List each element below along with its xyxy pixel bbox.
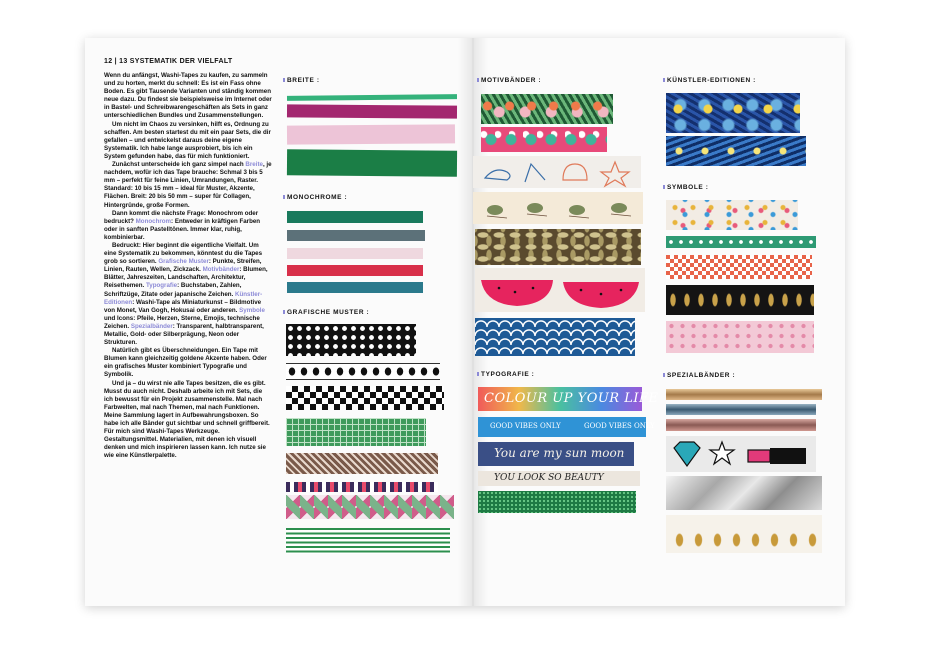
tape-symbol-checks [666, 255, 812, 279]
body-keyword: Grafische Muster [158, 258, 209, 266]
tape-symbol-stars [666, 200, 798, 230]
body-keyword: Spezialbänder [130, 322, 173, 330]
body-text-run: und Icons: Pfeile, Herzen, Sterne, Emojis, technische Zeichen. [104, 314, 260, 330]
tape-breite-2 [287, 104, 457, 118]
label-marker-typografie [477, 372, 479, 376]
tape-pattern-herringbone [286, 453, 438, 474]
tape-breite-3 [287, 124, 455, 144]
label-marker-grafische [283, 310, 285, 314]
body-text-run: : Transparent, halbtransparent, Metallic, Gold- oder Silberprägung, Neon oder Strukturen. [104, 322, 264, 347]
tape-pattern-zigzag [286, 482, 438, 492]
body-text-run: Bedruckt: Hier beginnt die eigentliche Vielfalt. Um eine Systematik zu bekommen, könntest du die Tapes grob so sortieren. [104, 241, 263, 266]
tape-special-copper [666, 419, 816, 431]
body-keyword: Breite [245, 161, 263, 169]
body-text-run: : Buchstaben, Zahlen, Schriftzüge, Zitate oder japanische Zeichen. [104, 282, 242, 298]
tape-symbol-hearts [666, 321, 814, 353]
tape-motiv-tropical [481, 94, 613, 124]
body-paragraph [104, 161, 272, 210]
body-paragraph [104, 347, 272, 379]
tape-motiv-birds [473, 192, 643, 224]
body-paragraph [104, 242, 272, 347]
tape-mono-1 [287, 211, 423, 223]
tape-pattern-checker [286, 386, 444, 410]
tape-pattern-green-stripes [286, 528, 450, 554]
label-monochrome: MONOCHROME : [287, 194, 348, 201]
tape-special-pineapples [666, 515, 822, 553]
tape-pattern-black-dots [286, 363, 440, 380]
tape-pattern-green-grid [286, 418, 426, 446]
tape-typo-sunmoon-text: You are my sun moon [494, 446, 625, 460]
tape-motiv-flamingo [481, 127, 607, 152]
tape-typo-colour-text: COLOUR UP YOUR LIFE [484, 391, 659, 406]
body-text-run: : Washi-Tape als Miniaturkunst – Bildmotive von Monet, Van Gogh, Hokusai oder anderen. [104, 298, 262, 314]
label-breite: BREITE : [287, 77, 320, 84]
page-header: 12 | 13 SYSTEMATIK DER VIELFALT [104, 58, 233, 65]
body-text-run: : Entweder in kräftigen Farben oder in sanften Pastelltönen. Immer klar, ruhig, kombinierbar. [104, 217, 261, 241]
tape-special-bronze [666, 389, 822, 400]
tape-typo-beauty-text: YOU LOOK SO BEAUTY [494, 473, 604, 483]
tape-symbol-gold-leaves [666, 285, 814, 315]
tape-art-starry-night-2 [666, 136, 806, 166]
tape-mono-3 [287, 248, 423, 259]
body-paragraph [104, 121, 272, 161]
body-text-run: : Punkte, Streifen, Linien, Rauten, Wellen, Zickzack. [104, 258, 262, 274]
body-keyword: Motivbänder [202, 266, 240, 274]
body-paragraph [104, 380, 272, 461]
body-paragraph [104, 72, 272, 121]
label-motivbaender: MOTIVBÄNDER : [481, 77, 542, 84]
tape-special-silver [666, 476, 822, 510]
tape-breite-4 [287, 149, 457, 176]
label-grafische-muster: GRAFISCHE MUSTER : [287, 309, 370, 316]
body-text-run: , je nachdem, wofür ich das Tape brauche: Schmal 3 bis 5 mm – perfekt für feine Linien, Umrandungen, Raster. Standard: 10 bis 15 mm – ideal für Muster, Akzente, Flächen. Breit: 20 bis 50 mm – super für Collagen, Hintergründe, große Formen. [104, 161, 272, 209]
tape-motiv-leaves [475, 229, 641, 265]
body-paragraph [104, 210, 272, 242]
body-keyword: Symbole [239, 306, 265, 314]
label-marker-kuenstler [663, 78, 665, 82]
body-text-run: Um nicht im Chaos zu versinken, hilft es, Ordnung zu schaffen. Am besten startest du mit ein paar Sets, die dir gefallen – und entwickelst daraus deine eigene Systematik. Ich habe lange ausprobiert, bis ich ein System gefunden habe, das für mich funktioniert. [104, 120, 271, 160]
tape-pattern-dots [286, 324, 416, 356]
body-text-run: Wenn du anfängst, Washi-Tapes zu kaufen, zu sammeln und zu horten, merkt du schnell: Es ist ein Fass ohne Boden. Es gibt Tausende Varianten und ständig kommen neue dazu. Du findest sie beispielsweise im Internet oder in Bastel- und Schreibwarengeschäften als Sets in ganz unterschiedlichen Bundles und Zusammenstellungen. [104, 72, 272, 120]
body-text-run: Und ja – du wirst nie alle Tapes besitzen, die es gibt. Musst du auch nicht. Deshalb arbeite ich mit Sets, die ich bewusst für ein Projekt zusammenstelle. Mal nach Farbwelten, mal nach Themen, mal nach Funktionen. Meine Sammlung lagert in Aufbewahrungsboxen. So habe ich alle Bänder gut sichtbar und schnell griffbereit. Für mich sind Washi-Tapes Werkzeuge. Gestaltungsmittel. Materialien, mit denen ich visuell denken und mich inspirieren lassen kann. Ich nutze sie wie eine Künstlerpalette. [104, 379, 270, 460]
tape-mono-2 [287, 230, 425, 241]
body-keyword: Typografie [145, 282, 178, 290]
tape-mono-4 [287, 265, 423, 276]
tape-art-starry-night-1 [666, 93, 800, 133]
label-marker-symbole [663, 185, 665, 189]
label-marker-monochrome [283, 195, 285, 199]
body-text-run: : Blumen, Blätter, Jahreszeiten, Landschaften, Architektur, Reisethemen. [104, 266, 268, 290]
label-spezialbaender: SPEZIALBÄNDER : [667, 372, 736, 379]
body-text [104, 72, 272, 461]
tape-typo-green-glitter [478, 491, 636, 513]
tape-motiv-shells [473, 156, 641, 188]
label-marker-spezial [663, 373, 665, 377]
label-kuenstler-editionen: KÜNSTLER-EDITIONEN : [667, 77, 756, 84]
tape-special-icons [666, 436, 816, 472]
label-marker-motiv [477, 78, 479, 82]
tape-typo-goodvibes-text-a: GOOD VIBES ONLY [490, 422, 561, 430]
body-keyword: Monochrom [135, 217, 172, 225]
tape-motiv-watermelon [475, 268, 645, 312]
label-symbole: SYMBOLE : [667, 184, 709, 191]
label-typografie: TYPOGRAFIE : [481, 371, 535, 378]
tape-special-steel [666, 404, 816, 415]
body-keyword: Künstler-Editionen [104, 290, 263, 306]
tape-mono-5 [287, 282, 423, 293]
label-marker-breite [283, 78, 285, 82]
body-text-run: Natürlich gibt es Überschneidungen. Ein Tape mit Blumen kann gleichzeitig goldene Akzente haben. Oder ein grafisches Muster kombiniert Typografie und Symbolik. [104, 347, 267, 379]
body-text-run: Zunächst unterscheide ich ganz simpel nach [112, 161, 246, 169]
tape-symbol-green-stars [666, 236, 816, 248]
tape-motiv-waves [475, 318, 635, 356]
tape-pattern-argyle [286, 495, 454, 519]
tape-typo-goodvibes-text-b: GOOD VIBES ONLY [584, 422, 655, 430]
body-text-run: Dann kommt die nächste Frage: Monochrom oder bedruckt? [104, 209, 259, 225]
